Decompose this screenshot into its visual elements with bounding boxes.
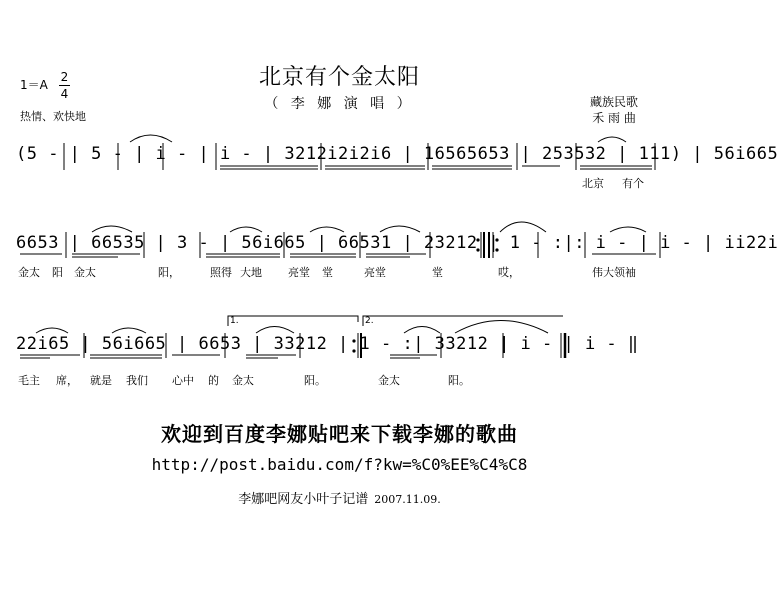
lyric: 亮堂: [288, 266, 310, 279]
lyric: 阳。: [304, 374, 326, 387]
transcriber-credit: [0, 488, 679, 507]
lyric: 哎，: [498, 266, 520, 279]
lyric: 的: [208, 374, 219, 387]
singer-subtitle: （ 李 娜 演 唱 ）: [264, 96, 415, 112]
key-signature: 1＝A: [20, 78, 48, 92]
lyric: 阳: [52, 266, 63, 279]
lyric: 席，: [56, 374, 78, 387]
lyric: 金太: [18, 266, 40, 279]
lyric: 亮堂: [364, 266, 386, 279]
time-signature-bottom: 4: [60, 87, 69, 101]
lyric: 金太: [232, 374, 254, 387]
lyric: 照得: [210, 266, 232, 279]
credit-date: 2007.11.09.: [374, 493, 441, 506]
lyric: 伟大领袖: [592, 266, 636, 279]
lyric: 有个: [622, 177, 644, 190]
tempo-marking: 热情、欢快地: [20, 110, 86, 123]
lyric: 心中: [172, 374, 194, 387]
lyric: 毛主: [18, 374, 40, 387]
lyric: 阳。: [448, 374, 470, 387]
lyric: 大地: [240, 266, 262, 279]
lyric: 就是: [90, 374, 112, 387]
volta-second-label: 2.: [365, 316, 374, 326]
score-line-3-notes: 22i65 | 56i665 | 6653 | 33212 | 1 - :| 33212 | i - | i - ‖: [16, 334, 639, 354]
volta-first-label: 1.: [230, 316, 239, 326]
score-line-1-notes: (5 - | 5 - | i - | i - | 3212i2i2i6 | 16565653 | 253532 | 111) | 56i665: [16, 144, 778, 164]
lyric: 堂: [432, 266, 443, 279]
lyric: 北京: [582, 177, 604, 190]
lyric: 金太: [378, 374, 400, 387]
tieba-link[interactable]: http://post.baidu.com/f?kw=%C0%EE%C4%C8: [151, 455, 528, 474]
genre-label: 藏族民歌: [590, 95, 639, 109]
lyric: 堂: [322, 266, 333, 279]
download-banner: 欢迎到百度李娜贴吧来下载李娜的歌曲: [161, 422, 518, 446]
lyric: 金太: [74, 266, 96, 279]
credit-text: 李娜吧网友小叶子记谱: [238, 492, 369, 507]
lyric: 阳，: [158, 266, 180, 279]
score-line-2-notes: 6653 | 66535 | 3 - | 56i665 | 66531 | 23212 | 1 - :|: i - | i - | ii22i: [16, 233, 778, 253]
time-signature-top: 2: [60, 70, 69, 84]
arranger-label: 禾 雨 曲: [592, 111, 636, 125]
lyric: 我们: [126, 374, 148, 387]
song-title: 北京有个金太阳: [258, 65, 420, 90]
